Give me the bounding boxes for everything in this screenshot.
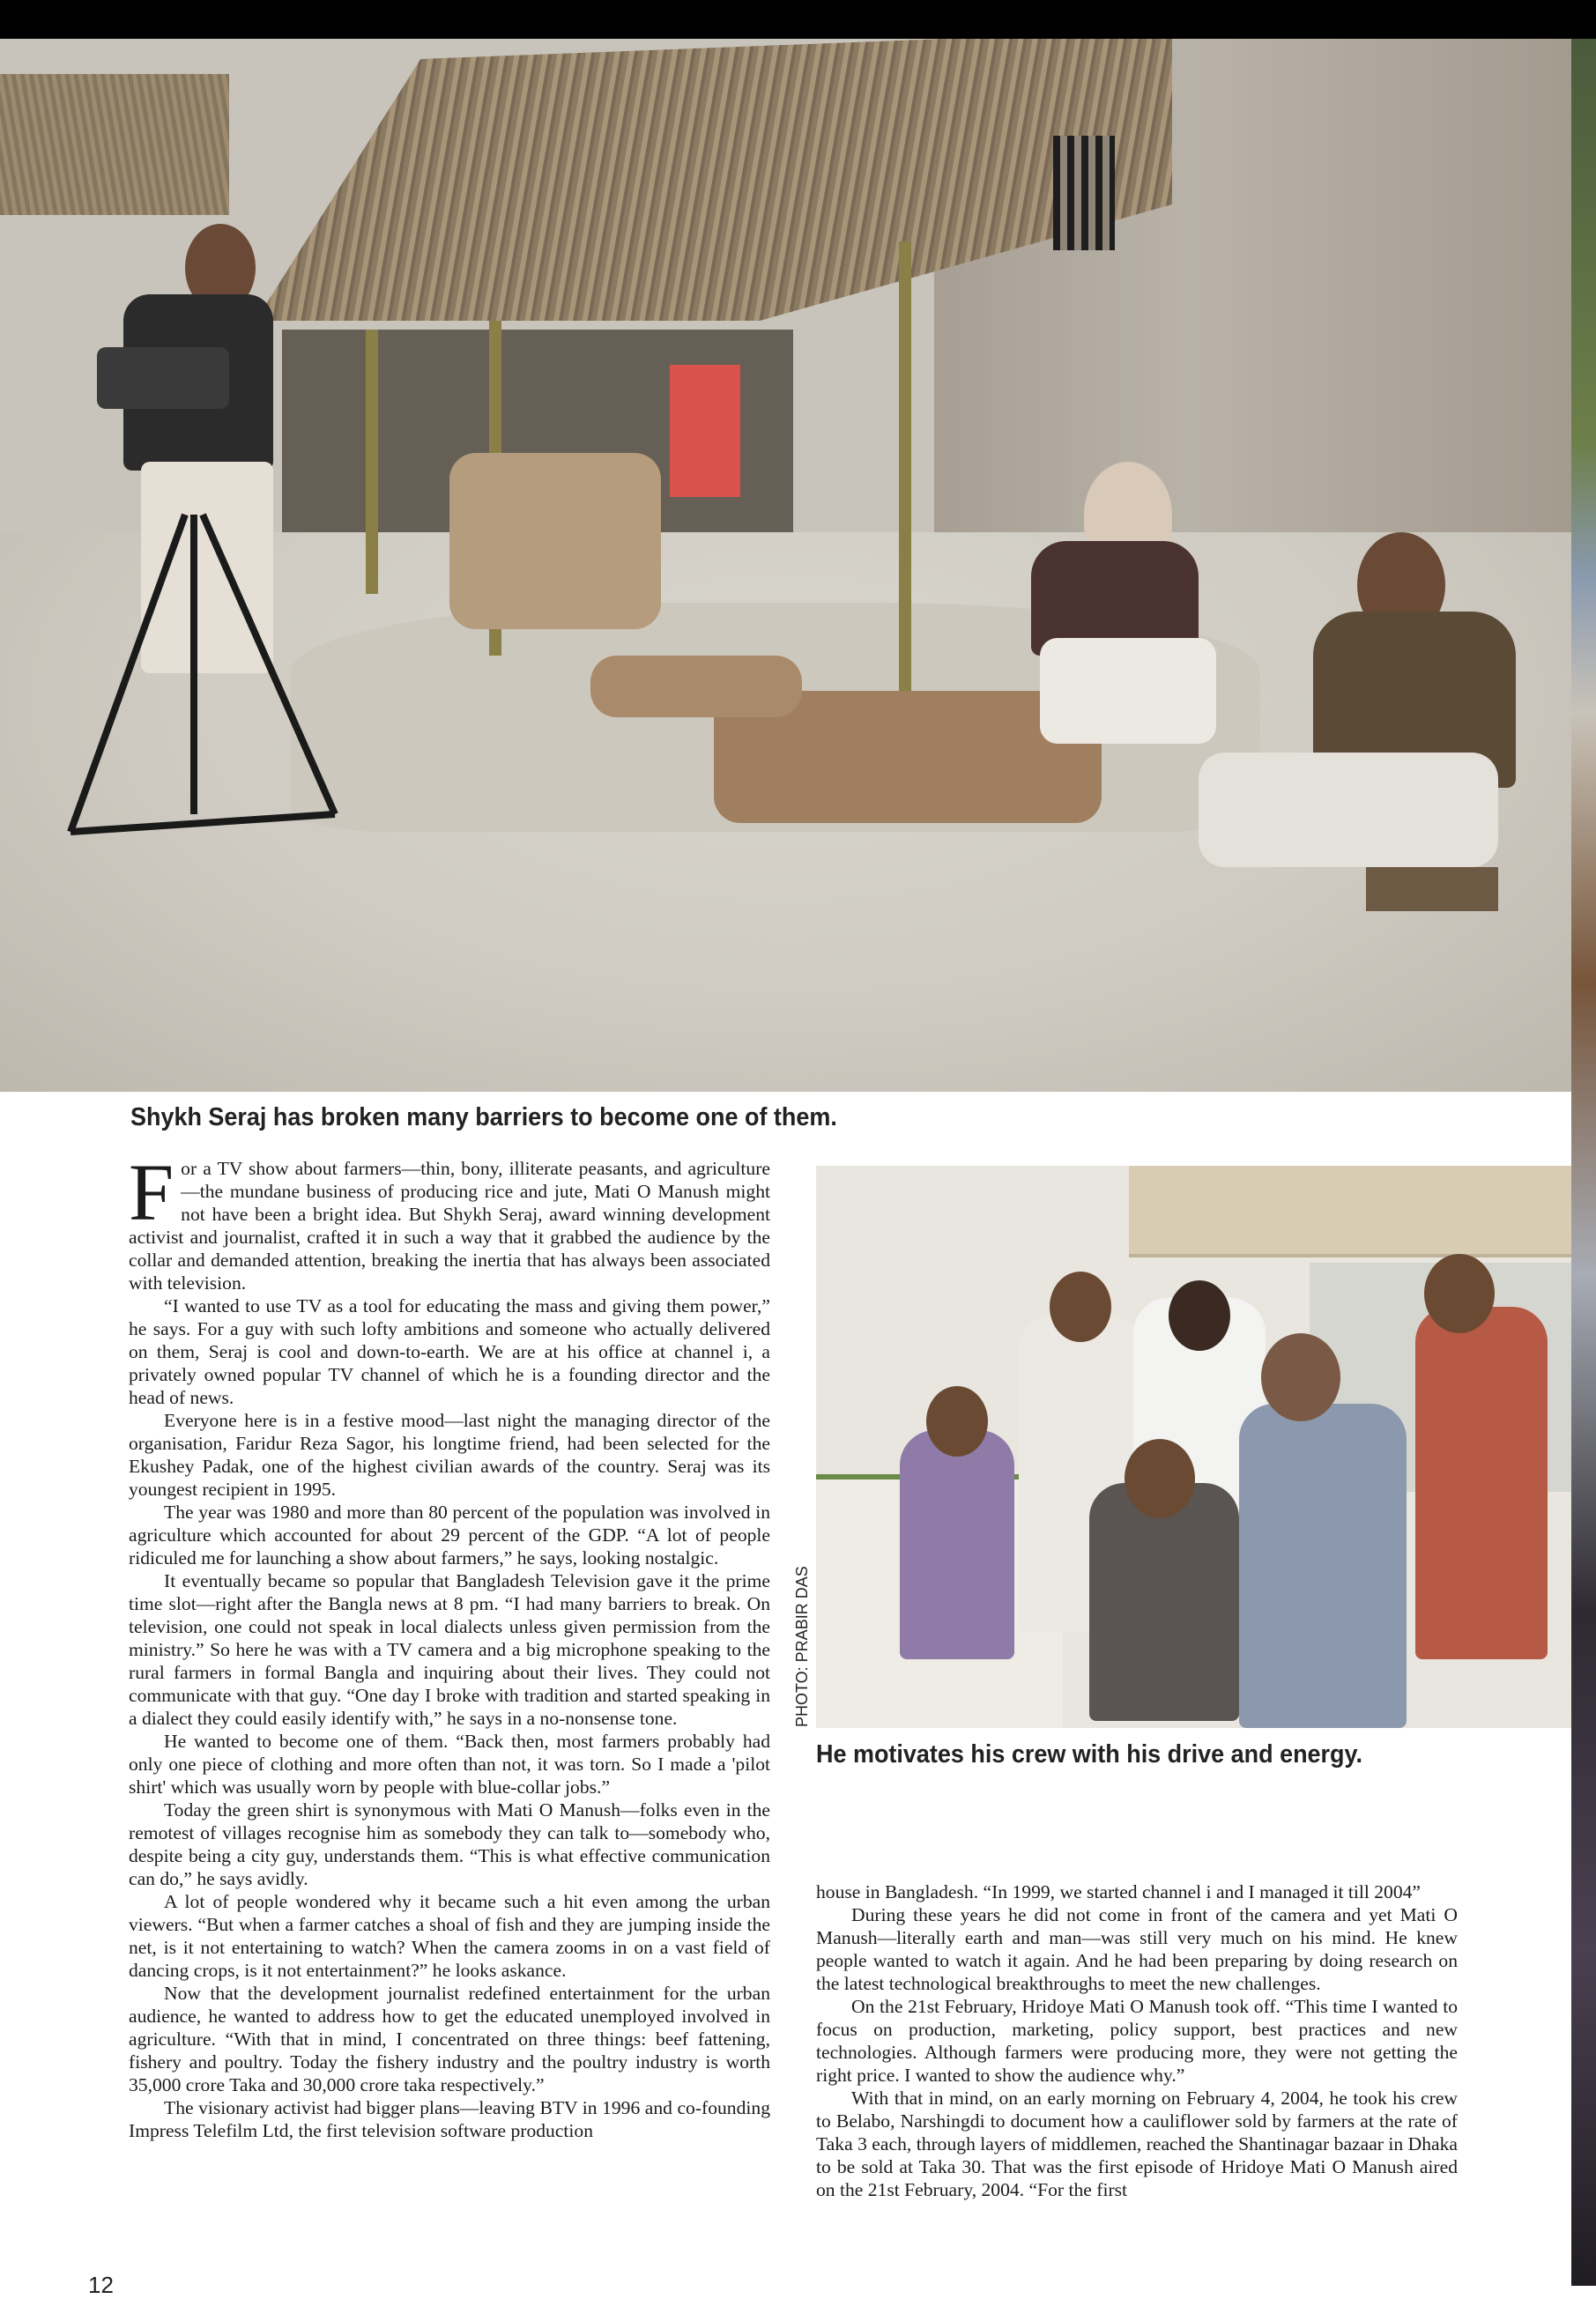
page-number: 12: [88, 2272, 114, 2298]
paragraph: With that in mind, on an early morning on February 4, 2004, he took his crew to Belabo, Narshingdi to document how a cauliflower sold by farmers at the rate of Taka 3 each, through layers of middlemen, reached the Shantinagar bazaar in Dhaka to be sold at Taka 30. That was the first episode of Hridoye Mati O Manush aired on the 21st February, 2004. “For the first: [816, 2088, 1458, 2200]
crew-member: [900, 1430, 1014, 1659]
crew-member: [1415, 1307, 1548, 1659]
paragraph: The year was 1980 and more than 80 percent of the population was involved in agriculture which accounted for about 29 percent of the GDP. “A lot of people ridiculed me for launching a show about farmers,” he says, looking nostalgic.: [129, 1502, 770, 1569]
bamboo-pole: [366, 330, 378, 594]
crew-head: [1125, 1439, 1195, 1518]
crew-member: [1089, 1483, 1239, 1721]
red-cloth: [670, 365, 740, 497]
paragraph: Now that the development journalist redefined entertainment for the urban audience, he wanted to address how to get the educated unemployed involved in agriculture. “With that in mind, I concentrated on three things: beef fattening, fishery and poultry. Today the fishery industry and the poultry industry is worth 35,000 crore Taka and 30,000 crore taka respectively.”: [129, 1983, 770, 2095]
paragraph: “I wanted to use TV as a tool for educating the mass and giving them power,” he says. For a guy with such lofty ambitions and someone who actually delivered on them, Seraj is cool and down-to-earth. We are at his office at channel i, a privately owned popular TV channel of which he is a founding director and the head of news.: [129, 1295, 770, 1408]
paragraph: During these years he did not come in front of the camera and yet Mati O Manush—literally earth and man—was still very much on his mind. He knew people wanted to watch it again. And he had been preparing by doing research on the latest technological breakthroughs to meet the new challenges.: [816, 1904, 1458, 1994]
journalist-figure: [1146, 532, 1525, 920]
crew-head: [1424, 1254, 1495, 1333]
wall-cabinet: [1129, 1166, 1571, 1257]
crew-head: [926, 1386, 988, 1457]
crew-head: [1261, 1333, 1340, 1421]
article-column-2: [816, 1880, 1458, 2201]
camera-tripod: [53, 479, 344, 849]
paragraph: The visionary activist had bigger plans—leaving BTV in 1996 and co-founding Impress Telefilm Ltd, the first television software production: [129, 2097, 770, 2141]
crew-head: [1050, 1272, 1111, 1342]
paragraph: [129, 1147, 770, 1294]
adjacent-page-edge: [1571, 39, 1596, 2286]
crew-head: [1169, 1280, 1230, 1351]
article-column-1: [129, 1147, 770, 2142]
paragraph: On the 21st February, Hridoye Mati O Manush took off. “This time I wanted to focus on production, marketing, policy support, best practices and new technologies. Although farmers were producing more, they were not getting the right price. I wanted to show the audience why.”: [816, 1996, 1458, 2086]
paragraph: A lot of people wondered why it became such a hit even among the urban viewers. “But when a farmer catches a shoal of fish and they are jumping inside the net, is it not entertaining to watch? When the camera zooms in on a vast field of dancing crops, is it not entertainment?” he looks askance.: [129, 1891, 770, 1981]
paragraph-text: or a TV show about farmers—thin, bony, illiterate peasants, and agriculture—the mundane business of producing rice and jute, Mati O Manush might not have been a bright idea. But Shykh Seraj, award winning development activist and journalist, crafted it in such a way that it grabbed the audience by the collar and demanded attention, breaking the inertia that has always been associated with television.: [129, 1158, 770, 1294]
paragraph: He wanted to become one of them. “Back then, most farmers probably had only one piece of clothing and more often than not, it was torn. So I made a 'pilot shirt' which was usually worn by people with blue-collar jobs.”: [129, 1731, 770, 1798]
paragraph: house in Bangladesh. “In 1999, we started channel i and I managed it till 2004”: [816, 1881, 1422, 1902]
crew-photo-caption: He motivates his crew with his drive and energy.: [816, 1740, 1363, 1769]
paragraph: Everyone here is in a festive mood—last night the managing director of the organisation, Faridur Reza Sagor, his longtime friend, had been selected for the Ekushey Padak, one of the highest civilian awards of the country. Seraj was its youngest recipient in 1995.: [129, 1410, 770, 1500]
hero-photo-caption: Shykh Seraj has broken many barriers to become one of them.: [130, 1103, 837, 1131]
paragraph: It eventually became so popular that Bangladesh Television gave it the prime time slot—right after the Bangla news at 8 pm. “I had many barriers to break. On television, one could not speak in local dialects unless given permission from the ministry.” So here he was with a TV camera and a big microphone speaking to the rural farmers in formal Bangla and inquiring about their lives. They could not communicate with that guy. “One day I broke with tradition and started speaking in a dialect they could easily identify with,” he says in a no-nonsense tone.: [129, 1570, 770, 1729]
crew-member: [1239, 1404, 1407, 1728]
crew-photo: [816, 1166, 1571, 1728]
jute-sack: [449, 453, 661, 629]
hero-photo: [0, 39, 1571, 1092]
top-black-bar: [0, 0, 1596, 39]
jute-sack: [590, 656, 802, 717]
paragraph: Today the green shirt is synonymous with Mati O Manush—folks even in the remotest of villages recognise him as somebody they can talk to—somebody who, despite being a city guy, understands them. “This is what effective communication can do,” he says avidly.: [129, 1799, 770, 1889]
photo-credit: PHOTO: PRABIR DAS: [793, 1566, 811, 1727]
thatch-roof-left: [0, 74, 229, 215]
drop-cap: F: [129, 1147, 174, 1237]
hut-window: [1053, 136, 1115, 250]
